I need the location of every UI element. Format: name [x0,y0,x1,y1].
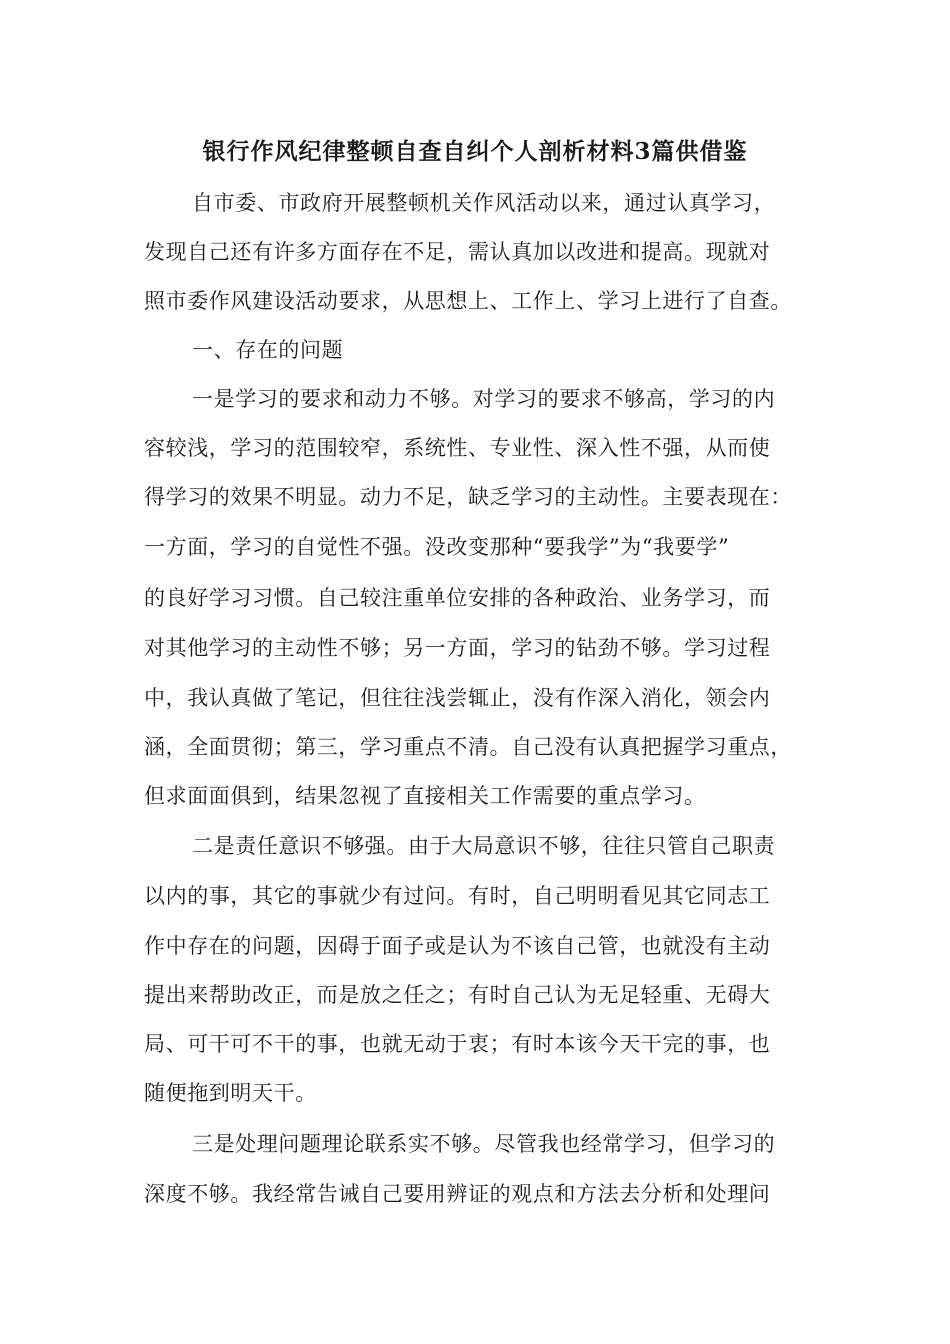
paragraph-line: 二是责任意识不够强。由于大局意识不够，往往只管自己职责 [192,834,776,858]
paragraph-line: 容较浅，学习的范围较窄，系统性、专业性、深入性不强，从而使 [144,436,771,460]
paragraph-line: 三是处理问题理论联系实不够。尽管我也经常学习，但学习的 [192,1132,776,1156]
paragraph-line: 发现自己还有许多方面存在不足，需认真加以改进和提高。现就对 [144,240,771,264]
paragraph-line: 局、可干可不干的事，也就无动于衷；有时本该今天干完的事，也 [144,1032,771,1056]
paragraph-line: 对其他学习的主动性不够；另一方面，学习的钻劲不够。学习过程 [144,636,771,660]
paragraph-line: 但求面面俱到，结果忽视了直接相关工作需要的重点学习。 [144,784,706,808]
paragraph-line: 随便拖到明天干。 [144,1081,317,1105]
document-title: 银行作风纪律整顿自查自纠个人剖析材料3篇供借鉴 [202,138,748,165]
paragraph-line: 一方面，学习的自觉性不强。没改变那种“要我学”为“我要学” [144,535,730,559]
paragraph-line: 自市委、市政府开展整顿机关作风活动以来，通过认真学习， [192,191,776,215]
section-heading: 一、存在的问题 [192,338,344,362]
paragraph-line: 中，我认真做了笔记，但往往浅尝辄止，没有作深入消化，领会内 [144,686,771,710]
paragraph-line: 作中存在的问题，因碍于面子或是认为不该自己管，也就没有主动 [144,934,771,958]
paragraph-line: 照市委作风建设活动要求，从思想上、工作上、学习上进行了自查。 [144,289,792,313]
paragraph-line: 一是学习的要求和动力不够。对学习的要求不够高，学习的内 [192,387,776,411]
paragraph-line: 以内的事，其它的事就少有过问。有时，自己明明看见其它同志工 [144,884,771,908]
paragraph-line: 得学习的效果不明显。动力不足，缺乏学习的主动性。主要表现在： [144,485,792,509]
paragraph-line: 提出来帮助改正，而是放之任之；有时自己认为无足轻重、无碍大 [144,983,771,1007]
paragraph-line: 的良好学习习惯。自己较注重单位安排的各种政治、业务学习，而 [144,586,771,610]
paragraph-line: 深度不够。我经常告诫自己要用辨证的观点和方法去分析和处理问 [144,1182,771,1206]
paragraph-line: 涵，全面贯彻；第三，学习重点不清。自己没有认真把握学习重点， [144,735,792,759]
